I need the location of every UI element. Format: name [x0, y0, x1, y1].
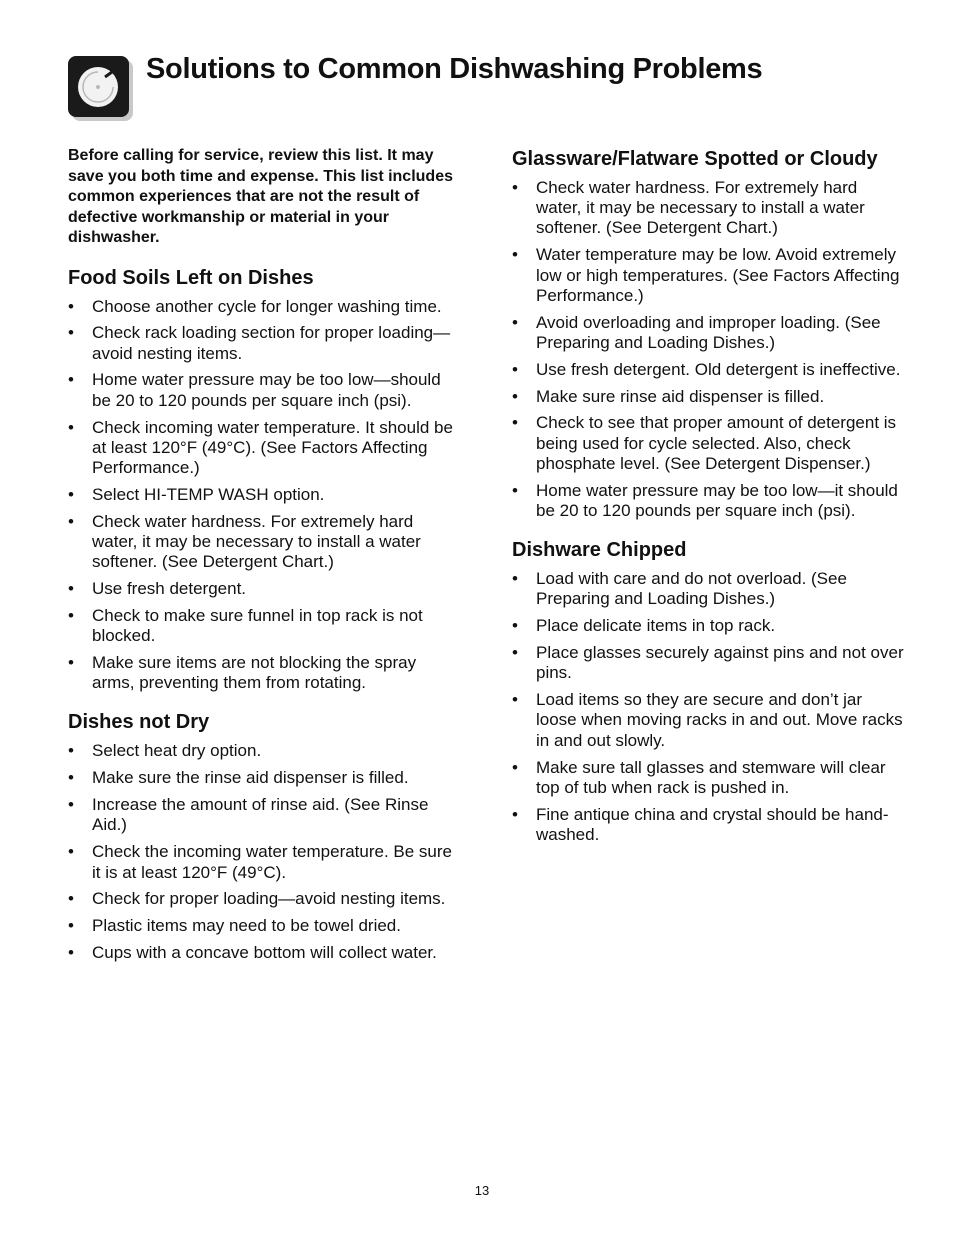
- list-item: • Check water hardness. For extremely hard water, it may be necessary to install a water softener. (See Detergent Chart.): [512, 178, 904, 239]
- right-column: [512, 146, 904, 861]
- bullet-list: [512, 569, 904, 845]
- bullet-list: [68, 297, 463, 694]
- list-item: • Avoid overloading and improper loading. (See Preparing and Loading Dishes.): [512, 313, 904, 353]
- section-dishware-chipped: [512, 537, 904, 845]
- list-item: • Load items so they are secure and don’t jar loose when moving racks in and out. Move racks in and out slowly.: [512, 690, 904, 751]
- list-item: • Make sure items are not blocking the spray arms, preventing them from rotating.: [68, 653, 463, 693]
- list-item: • Make sure the rinse aid dispenser is filled.: [68, 768, 463, 788]
- list-item: • Make sure rinse aid dispenser is filled.: [512, 387, 904, 407]
- section-glassware-flatware-spotted-or-cloudy: [512, 146, 904, 521]
- right-sections: [512, 146, 904, 845]
- page-title: Solutions to Common Dishwashing Problems: [146, 53, 763, 85]
- bullet-list: [512, 178, 904, 521]
- section-dishes-not-dry: [68, 709, 463, 963]
- list-item: • Plastic items may need to be towel dried.: [68, 916, 463, 936]
- left-sections: [68, 265, 463, 964]
- list-item: • Place glasses securely against pins and not over pins.: [512, 643, 904, 683]
- section-heading: Food Soils Left on Dishes: [68, 266, 314, 289]
- list-item: • Select heat dry option.: [68, 741, 463, 761]
- list-item: • Home water pressure may be too low—it should be 20 to 120 pounds per square inch (psi).: [512, 481, 904, 521]
- list-item: • Check the incoming water temperature. Be sure it is at least 120°F (49°C).: [68, 842, 463, 882]
- intro-text: Before calling for service, review this list. It may save you both time and expense. This list includes common experiences that are not the result of defective workmanship or material in your dishwasher.: [68, 147, 453, 246]
- page-number: 13: [474, 1183, 490, 1198]
- list-item: • Select HI-TEMP WASH option.: [68, 485, 463, 505]
- list-item: • Increase the amount of rinse aid. (See Rinse Aid.): [68, 795, 463, 835]
- list-item: • Load with care and do not overload. (See Preparing and Loading Dishes.): [512, 569, 904, 609]
- list-item: • Water temperature may be low. Avoid extremely low or high temperatures. (See Factors Affecting Performance.): [512, 245, 904, 306]
- section-heading: Dishware Chipped: [512, 539, 687, 562]
- list-item: • Cups with a concave bottom will collect water.: [68, 943, 463, 963]
- section-food-soils-left-on-dishes: [68, 265, 463, 694]
- bullet-list: [68, 741, 463, 963]
- list-item: • Check to make sure funnel in top rack is not blocked.: [68, 606, 463, 646]
- list-item: • Check for proper loading—avoid nesting items.: [68, 889, 463, 909]
- list-item: • Check incoming water temperature. It should be at least 120°F (49°C). (See Factors Affecting Performance.): [68, 418, 463, 479]
- list-item: • Check rack loading section for proper loading—avoid nesting items.: [68, 323, 463, 363]
- list-item: • Fine antique china and crystal should be hand-washed.: [512, 805, 904, 845]
- list-item: • Place delicate items in top rack.: [512, 616, 904, 636]
- list-item: • Check to see that proper amount of detergent is being used for cycle selected. Also, check phosphate level. (See Detergent Dispenser.): [512, 413, 904, 474]
- section-heading: Dishes not Dry: [68, 711, 210, 734]
- list-item: • Choose another cycle for longer washing time.: [68, 297, 463, 317]
- list-item: • Make sure tall glasses and stemware will clear top of tub when rack is pushed in.: [512, 758, 904, 798]
- list-item: • Check water hardness. For extremely hard water, it may be necessary to install a water softener. (See Detergent Chart.): [68, 512, 463, 573]
- left-column: [68, 146, 463, 979]
- list-item: • Use fresh detergent.: [68, 579, 463, 599]
- list-item: • Use fresh detergent. Old detergent is ineffective.: [512, 360, 904, 380]
- list-item: • Home water pressure may be too low—should be 20 to 120 pounds per square inch (psi).: [68, 370, 463, 410]
- section-heading: Glassware/Flatware Spotted or Cloudy: [512, 148, 878, 170]
- dishwasher-dial-icon: [68, 56, 134, 122]
